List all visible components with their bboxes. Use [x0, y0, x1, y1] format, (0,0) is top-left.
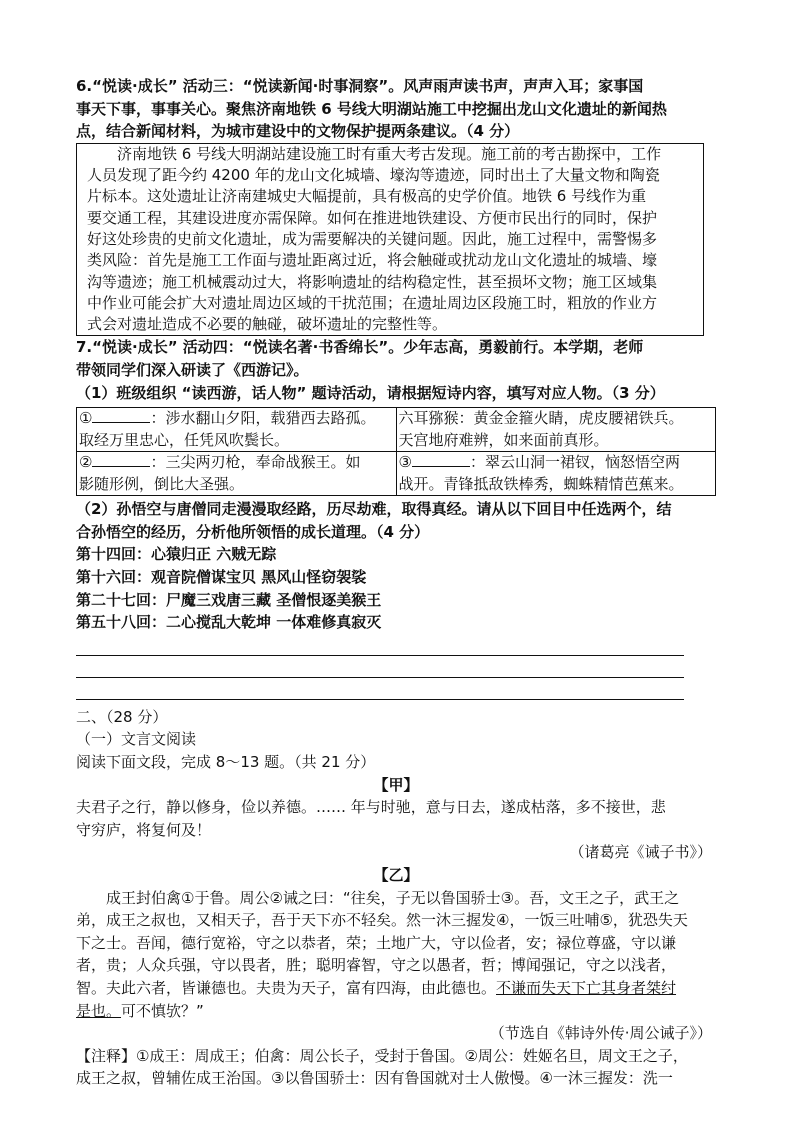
question-6	[76, 75, 716, 336]
poem-cell-1: ① ：涉水翻山夕阳，载猎西去路孤。 取经万里忠心，任凭风吹鬓长。	[77, 408, 397, 452]
news-material-box	[76, 143, 704, 337]
q7-line-1: 7.“悦读·成长” 活动四：“悦读名著·书香绵长”。少年志高，勇毅前行。本学期，老师	[76, 338, 644, 357]
passage-jia-title: 【甲】	[373, 775, 419, 794]
exam-page	[76, 75, 716, 1090]
news-line: 中作业可能会扩大对遗址周边区域的干扰范围；在遗址周边区段施工时，粗放的作业方	[87, 293, 658, 312]
q6-line-3: 点，结合新闻材料，为城市建设中的文物保护提两条建议。（4 分）	[76, 122, 520, 141]
passage-yi-title: 【乙】	[373, 865, 419, 884]
news-line: 片标本。这处遗址让济南建城史大幅提前，具有极高的史学价值。地铁 6 号线作为重	[87, 187, 647, 206]
passage-jia-line: 守穷庐，将复何及！	[76, 820, 212, 839]
q6-line-1: 6.“悦读·成长” 活动三：“悦读新闻·时事洞察”。风声雨声读书声，声声入耳；家事国	[76, 77, 644, 95]
reading-instruction: 阅读下面文段，完成 8～13 题。（共 21 分）	[76, 752, 376, 771]
q6-line-2: 事天下事，事事关心。聚焦济南地铁 6 号线大明湖站施工中挖掘出龙山文化遗址的新闻热	[76, 99, 667, 118]
poem-cell-3: ② ：三尖两刃枪，奉命战猴王。如 影随形例，倒比大圣强。	[77, 452, 397, 496]
section-heading: 二、（28 分）	[76, 707, 168, 726]
q7-sub2-line-1: （2）孙悟空与唐僧同走漫漫取经路，历尽劫难，取得真经。请从以下回目中任选两个，结	[76, 500, 672, 519]
chapter-item: 第十六回：观音院僧谋宝贝 黑风山怪窃袈裟	[76, 568, 367, 587]
news-line: 式会对遗址造成不必要的触碰，破坏遗址的完整性等。	[87, 315, 448, 334]
news-line: 沟等遗迹；施工机械震动过大，将影响遗址的结构稳定性，甚至损坏文物；施工区域集	[87, 272, 658, 291]
poem-cell-4: ③ ：翠云山洞一裙钗，恼怒悟空两 战开。青锋抵敌铁棒秀，蜘蛛精情芭蕉来。	[396, 452, 716, 496]
news-line: 好这处珍贵的史前文化遗址，成为需要解决的关键问题。因此，施工过程中，需警惕多	[87, 229, 658, 248]
answer-blank-3[interactable]	[412, 452, 470, 467]
news-line: 人员发现了距今约 4200 年的龙山文化城墙、壕沟等遗迹，同时出土了大量文物和陶瓷	[87, 166, 660, 185]
q7-sub2-line-2: 合孙悟空的经历，分析他所领悟的成长道理。（4 分）	[76, 522, 430, 541]
q7-sub1: （1）班级组织 “读西游，话人物” 题诗活动，请根据短诗内容，填写对应人物。（3 分）	[76, 383, 665, 402]
answer-line-3[interactable]	[76, 678, 684, 700]
passage-yi-source: （节选自《韩诗外传·周公诫子》）	[489, 1024, 712, 1043]
passage-yi-line: 是也。可不慎欤？”	[76, 1001, 204, 1020]
passage-yi-line: 智。夫此六者，皆谦德也。夫贵为天子，富有四海，由此德也。不谦而失天下亡其身者桀纣	[76, 978, 677, 997]
passage-yi-line: 者，贵；人众兵强，守以畏者，胜；聪明睿智，守之以愚者，哲；博闻强记，守之以浅者，	[76, 956, 677, 975]
answer-line-2[interactable]	[76, 656, 684, 678]
passage-jia-line: 夫君子之行，静以修身，俭以养德。…… 年与时驰，意与日去，遂成枯落，多不接世，悲	[76, 798, 666, 817]
chapter-item: 第五十八回：二心搅乱大乾坤 一体难修真寂灭	[76, 613, 382, 632]
q7-line-2: 带领同学们深入研读了《西游记》。	[76, 361, 309, 380]
notes-line: 成王之叔，曾辅佐成王治国。③以鲁国骄士：因有鲁国就对士人傲慢。④一沐三握发：洗一	[76, 1069, 673, 1088]
notes-line: 【注释】①成王：周成王；伯禽：周公长子，受封于鲁国。②周公：姓姬名旦，周文王之子，	[76, 1046, 688, 1065]
subsection-heading: （一）文言文阅读	[76, 730, 197, 749]
answer-blank-2[interactable]	[92, 452, 150, 467]
poem-table	[76, 407, 716, 496]
passage-yi-line: 成王封伯禽①于鲁。周公②诫之曰：“往矣，子无以鲁国骄士③。吾，文王之子，武王之	[106, 888, 680, 907]
news-line: 要交通工程，其建设进度亦需保障。如何在推进地铁建设、方便市民出行的同时，保护	[87, 208, 658, 227]
answer-blank-1[interactable]	[92, 408, 150, 423]
passage-jia-source: （诸葛亮《诫子书》）	[569, 843, 712, 862]
chapter-item: 第十四回：心猿归正 六贼无踪	[76, 545, 277, 564]
poem-cell-2: 六耳猕猴：黄金金箍火睛，虎皮腰裙铁兵。 天宫地府难辨，如来面前真形。	[396, 408, 716, 452]
news-line: 济南地铁 6 号线大明湖站建设施工时有重大考古发现。施工前的考古勘探中，工作	[117, 144, 662, 163]
answer-line-1[interactable]	[76, 634, 684, 656]
underlined-sentence: 不谦而失天下亡其身者桀纣	[496, 978, 677, 997]
news-line: 类风险：首先是施工工作面与遗址距离过近，将会触碰或扰动龙山文化遗址的城墙、壕	[87, 251, 658, 270]
underlined-sentence-end: 是也。	[76, 1001, 122, 1020]
passage-yi-line: 下之士。吾闻，德行宽裕，守之以恭者，荣；土地广大，守以俭者，安；禄位尊盛，守以谦	[76, 933, 677, 952]
question-7	[76, 336, 716, 699]
section-2	[76, 706, 716, 1090]
chapter-item: 第二十七回：尸魔三戏唐三藏 圣僧恨逐美猴王	[76, 590, 382, 609]
passage-yi-line: 弟，成王之叔也，又相天子，吾于天下亦不轻矣。然一沐三握发④，一饭三吐哺⑤，犹恐失天	[76, 911, 688, 930]
